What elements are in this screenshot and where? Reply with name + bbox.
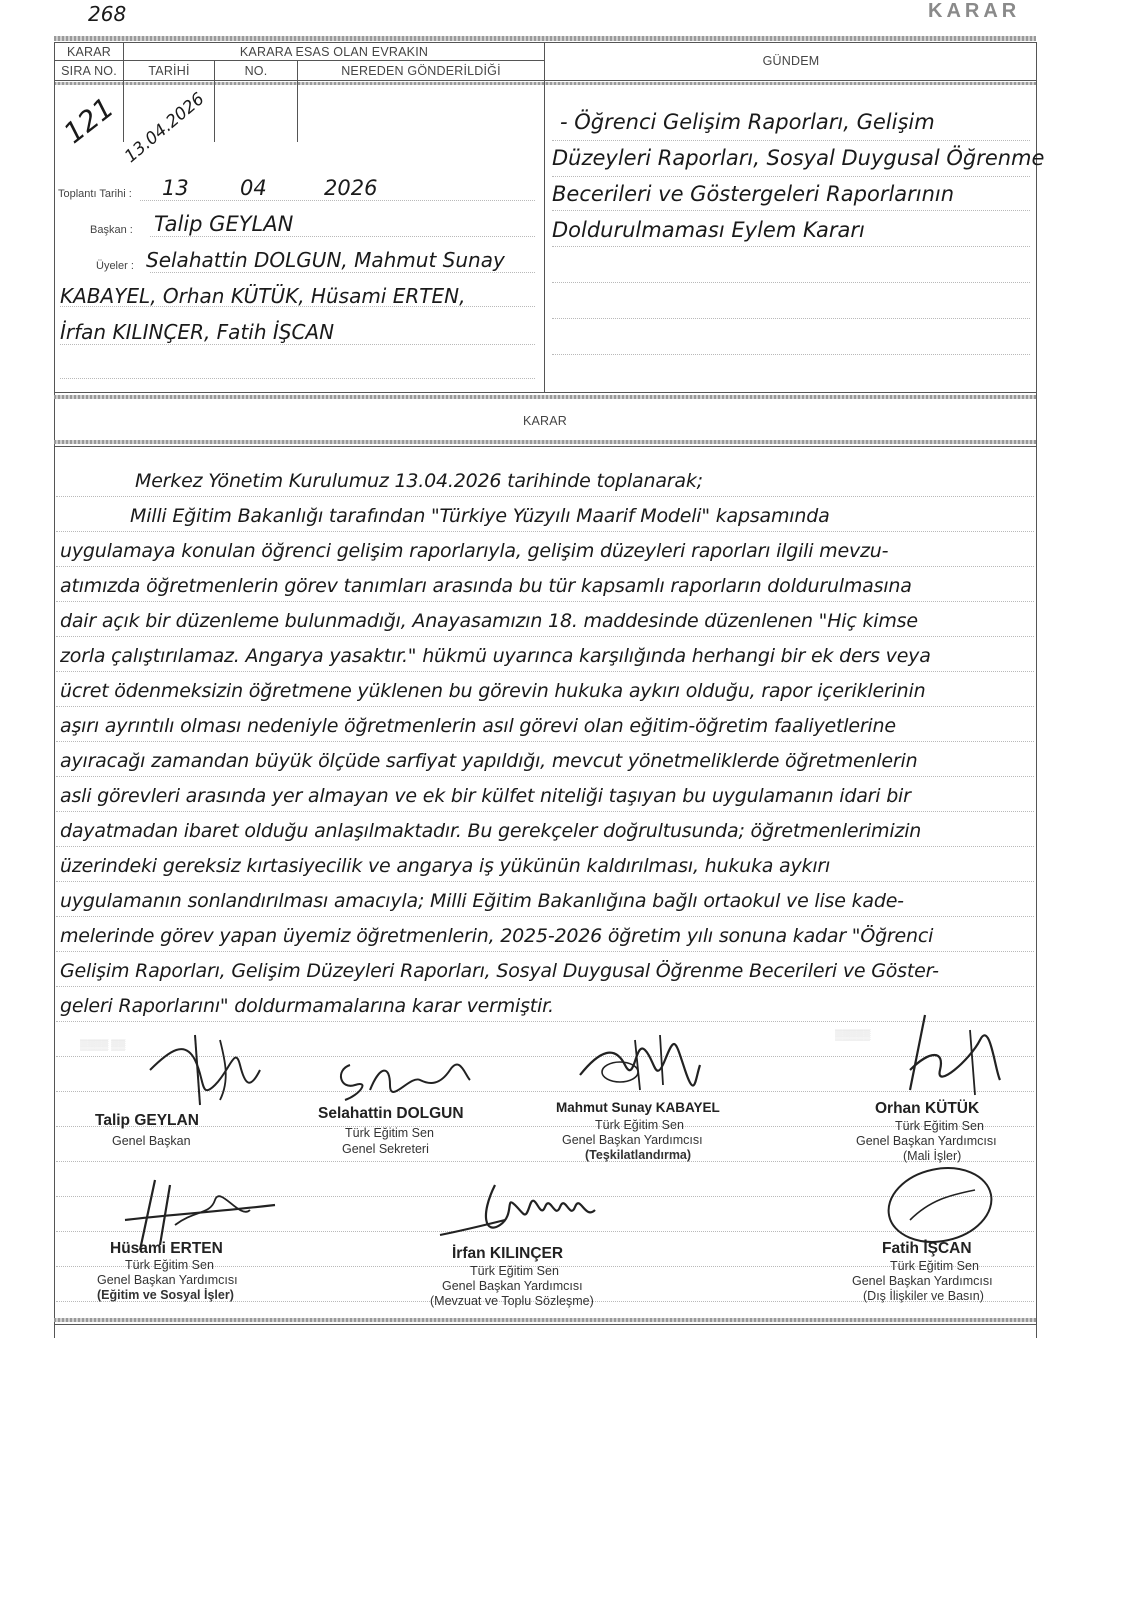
signatory-title-3: Genel Başkan Yardımcısı bbox=[562, 1133, 703, 1147]
signatory-name-2: Selahattin DOLGUN bbox=[318, 1105, 464, 1122]
toplanti-day: 13 bbox=[162, 176, 189, 200]
body-line-12: üzerindeki gereksiz kırtasiyecilik ve angarya iş yükünün kaldırılması, hukuka aykırı bbox=[60, 855, 831, 877]
stamp-trace-left: ▒▒▒▒ ▒▒ bbox=[80, 1040, 126, 1051]
toplanti-label: Toplantı Tarihi : bbox=[58, 188, 132, 200]
gundem-line-3: Becerileri ve Göstergeleri Raporlarının bbox=[552, 182, 955, 206]
gundem-line-4: Doldurulmaması Eylem Kararı bbox=[552, 218, 865, 242]
body-line-9: ayıracağı zamandan büyük ölçüde sarfiyat yapıldığı, mevcut yönetmeliklerde öğretmenlerin bbox=[60, 750, 918, 772]
body-line-14: melerinde görev yapan üyemiz öğretmenlerin, 2025-2026 öğretim yılı sonuna kadar "Öğrenci bbox=[60, 925, 934, 947]
signatory-name-3: Mahmut Sunay KABAYEL bbox=[556, 1100, 720, 1115]
signatory-name-1: Talip GEYLAN bbox=[95, 1112, 199, 1129]
col-tarihi: TARİHİ bbox=[148, 64, 190, 78]
stamp-trace-right: ▒▒▒▒▒ bbox=[835, 1030, 871, 1041]
body-line-6: zorla çalıştırılamaz. Angarya yasaktır." hükmü uyarınca karşılığında herhangi bir ek ders veya bbox=[60, 645, 931, 667]
signatory-dept-5: (Eğitim ve Sosyal İşler) bbox=[97, 1288, 234, 1302]
signature-mahmut-sunay-kabayel bbox=[575, 1030, 705, 1100]
body-line-8: aşırı ayrıntılı olması nedeniyle öğretmenlerin asıl görevi olan eğitim-öğretim faaliyetlerine bbox=[60, 715, 896, 737]
col-sira-no: SIRA NO. bbox=[61, 64, 117, 78]
body-line-4: atımızda öğretmenlerin görev tanımları arasında bu tür kapsamlı raporların doldurulmasına bbox=[60, 575, 912, 597]
signature-talip-geylan bbox=[140, 1030, 270, 1110]
body-line-3: uygulamaya konulan öğrenci gelişim raporlarıyla, gelişim düzeyleri raporları ilgili mevzu- bbox=[60, 540, 889, 562]
signatory-title-4: Genel Başkan Yardımcısı bbox=[856, 1134, 997, 1148]
gundem-line-1: - Öğrenci Gelişim Raporları, Gelişim bbox=[560, 110, 935, 134]
baskan-value: Talip GEYLAN bbox=[154, 212, 294, 236]
uyeler-line2: KABAYEL, Orhan KÜTÜK, Hüsami ERTEN, bbox=[60, 284, 466, 308]
body-line-16: geleri Raporlarını" doldurmamalarına karar vermiştir. bbox=[60, 995, 554, 1017]
signatory-org-5: Türk Eğitim Sen bbox=[125, 1258, 214, 1272]
uyeler-line1: Selahattin DOLGUN, Mahmut Sunay bbox=[146, 248, 505, 272]
signatory-title-6: Genel Başkan Yardımcısı bbox=[442, 1279, 583, 1293]
bottom-band bbox=[54, 1318, 1036, 1322]
signatory-title-7: Genel Başkan Yardımcısı bbox=[852, 1274, 993, 1288]
body-line-7: ücret ödenmeksizin öğretmene yüklenen bu görevin hukuka aykırı olduğu, rapor içeriklerinin bbox=[60, 680, 926, 702]
uyeler-line3: İrfan KILINÇER, Fatih İŞCAN bbox=[60, 320, 335, 344]
signatory-dept-6: (Mevzuat ve Toplu Sözleşme) bbox=[430, 1294, 594, 1308]
signatory-org-4: Türk Eğitim Sen bbox=[895, 1119, 984, 1133]
karar-title: KARAR bbox=[522, 414, 568, 428]
col-nereden: NEREDEN GÖNDERİLDİĞİ bbox=[341, 64, 501, 78]
body-line-15: Gelişim Raporları, Gelişim Düzeyleri Raporları, Sosyal Duygusal Öğrenme Becerileri ve Göster- bbox=[60, 960, 939, 982]
body-line-5: dair açık bir düzenleme bulunmadığı, Anayasamızın 18. maddesinde düzenlenen "Hiç kimse bbox=[60, 610, 918, 632]
signatory-name-7: Fatih İŞCAN bbox=[882, 1240, 972, 1257]
header-mark: KARAR bbox=[928, 0, 1021, 22]
signatory-dept-4: (Mali İşler) bbox=[903, 1149, 962, 1163]
uyeler-label: Üyeler : bbox=[96, 260, 134, 272]
body-line-10: asli görevleri arasında yer almayan ve ek bir külfet niteliği taşıyan bu uygulamanın idari bir bbox=[60, 785, 911, 807]
signature-irfan-kilincer bbox=[435, 1175, 615, 1245]
record-date: 13.04.2026 bbox=[120, 89, 209, 167]
signatory-name-5: Hüsami ERTEN bbox=[110, 1240, 223, 1257]
gundem-line-2: Düzeyleri Raporları, Sosyal Duygusal Öğrenme bbox=[552, 146, 1045, 170]
col-esas-evrak: KARARA ESAS OLAN EVRAKIN bbox=[239, 45, 429, 59]
signatory-org-6: Türk Eğitim Sen bbox=[470, 1264, 559, 1278]
top-band bbox=[54, 36, 1036, 41]
sira-no-value: 121 bbox=[57, 91, 120, 150]
signature-selahattin-dolgun bbox=[330, 1050, 480, 1105]
signatory-dept-3: (Teşkilatlandırma) bbox=[585, 1148, 692, 1162]
signature-fatih-iscan bbox=[880, 1160, 1000, 1250]
toplanti-month: 04 bbox=[240, 176, 267, 200]
body-line-11: dayatmadan ibaret olduğu anlaşılmaktadır. Bu gerekçeler doğrultusunda; öğretmenlerimizin bbox=[60, 820, 922, 842]
signatory-org-2: Türk Eğitim Sen bbox=[345, 1126, 434, 1140]
col-gundem: GÜNDEM bbox=[762, 54, 820, 68]
signatory-name-6: İrfan KILINÇER bbox=[452, 1245, 564, 1262]
col-karar: KARAR bbox=[66, 45, 112, 59]
body-line-1: Merkez Yönetim Kurulumuz 13.04.2026 tarihinde toplanarak; bbox=[135, 470, 703, 492]
col-no: NO. bbox=[244, 64, 268, 78]
signatory-title-5: Genel Başkan Yardımcısı bbox=[97, 1273, 238, 1287]
toplanti-year: 2026 bbox=[324, 176, 378, 200]
body-line-13: uygulamanın sonlandırılması amacıyla; Milli Eğitim Bakanlığına bağlı ortaokul ve lise kade- bbox=[60, 890, 904, 912]
corner-note: 268 bbox=[88, 2, 127, 26]
signatory-dept-7: (Dış İlişkiler ve Basın) bbox=[863, 1289, 984, 1303]
signatory-title-2: Genel Sekreteri bbox=[342, 1142, 429, 1156]
signatory-org-7: Türk Eğitim Sen bbox=[890, 1259, 979, 1273]
signature-orhan-kutuk bbox=[900, 1010, 1010, 1100]
signatory-title-1: Genel Başkan bbox=[112, 1134, 191, 1148]
baskan-label: Başkan : bbox=[90, 224, 133, 236]
signatory-name-4: Orhan KÜTÜK bbox=[875, 1100, 980, 1117]
signatory-org-3: Türk Eğitim Sen bbox=[595, 1118, 684, 1132]
body-line-2: Milli Eğitim Bakanlığı tarafından "Türkiye Yüzyılı Maarif Modeli" kapsamında bbox=[130, 505, 830, 527]
